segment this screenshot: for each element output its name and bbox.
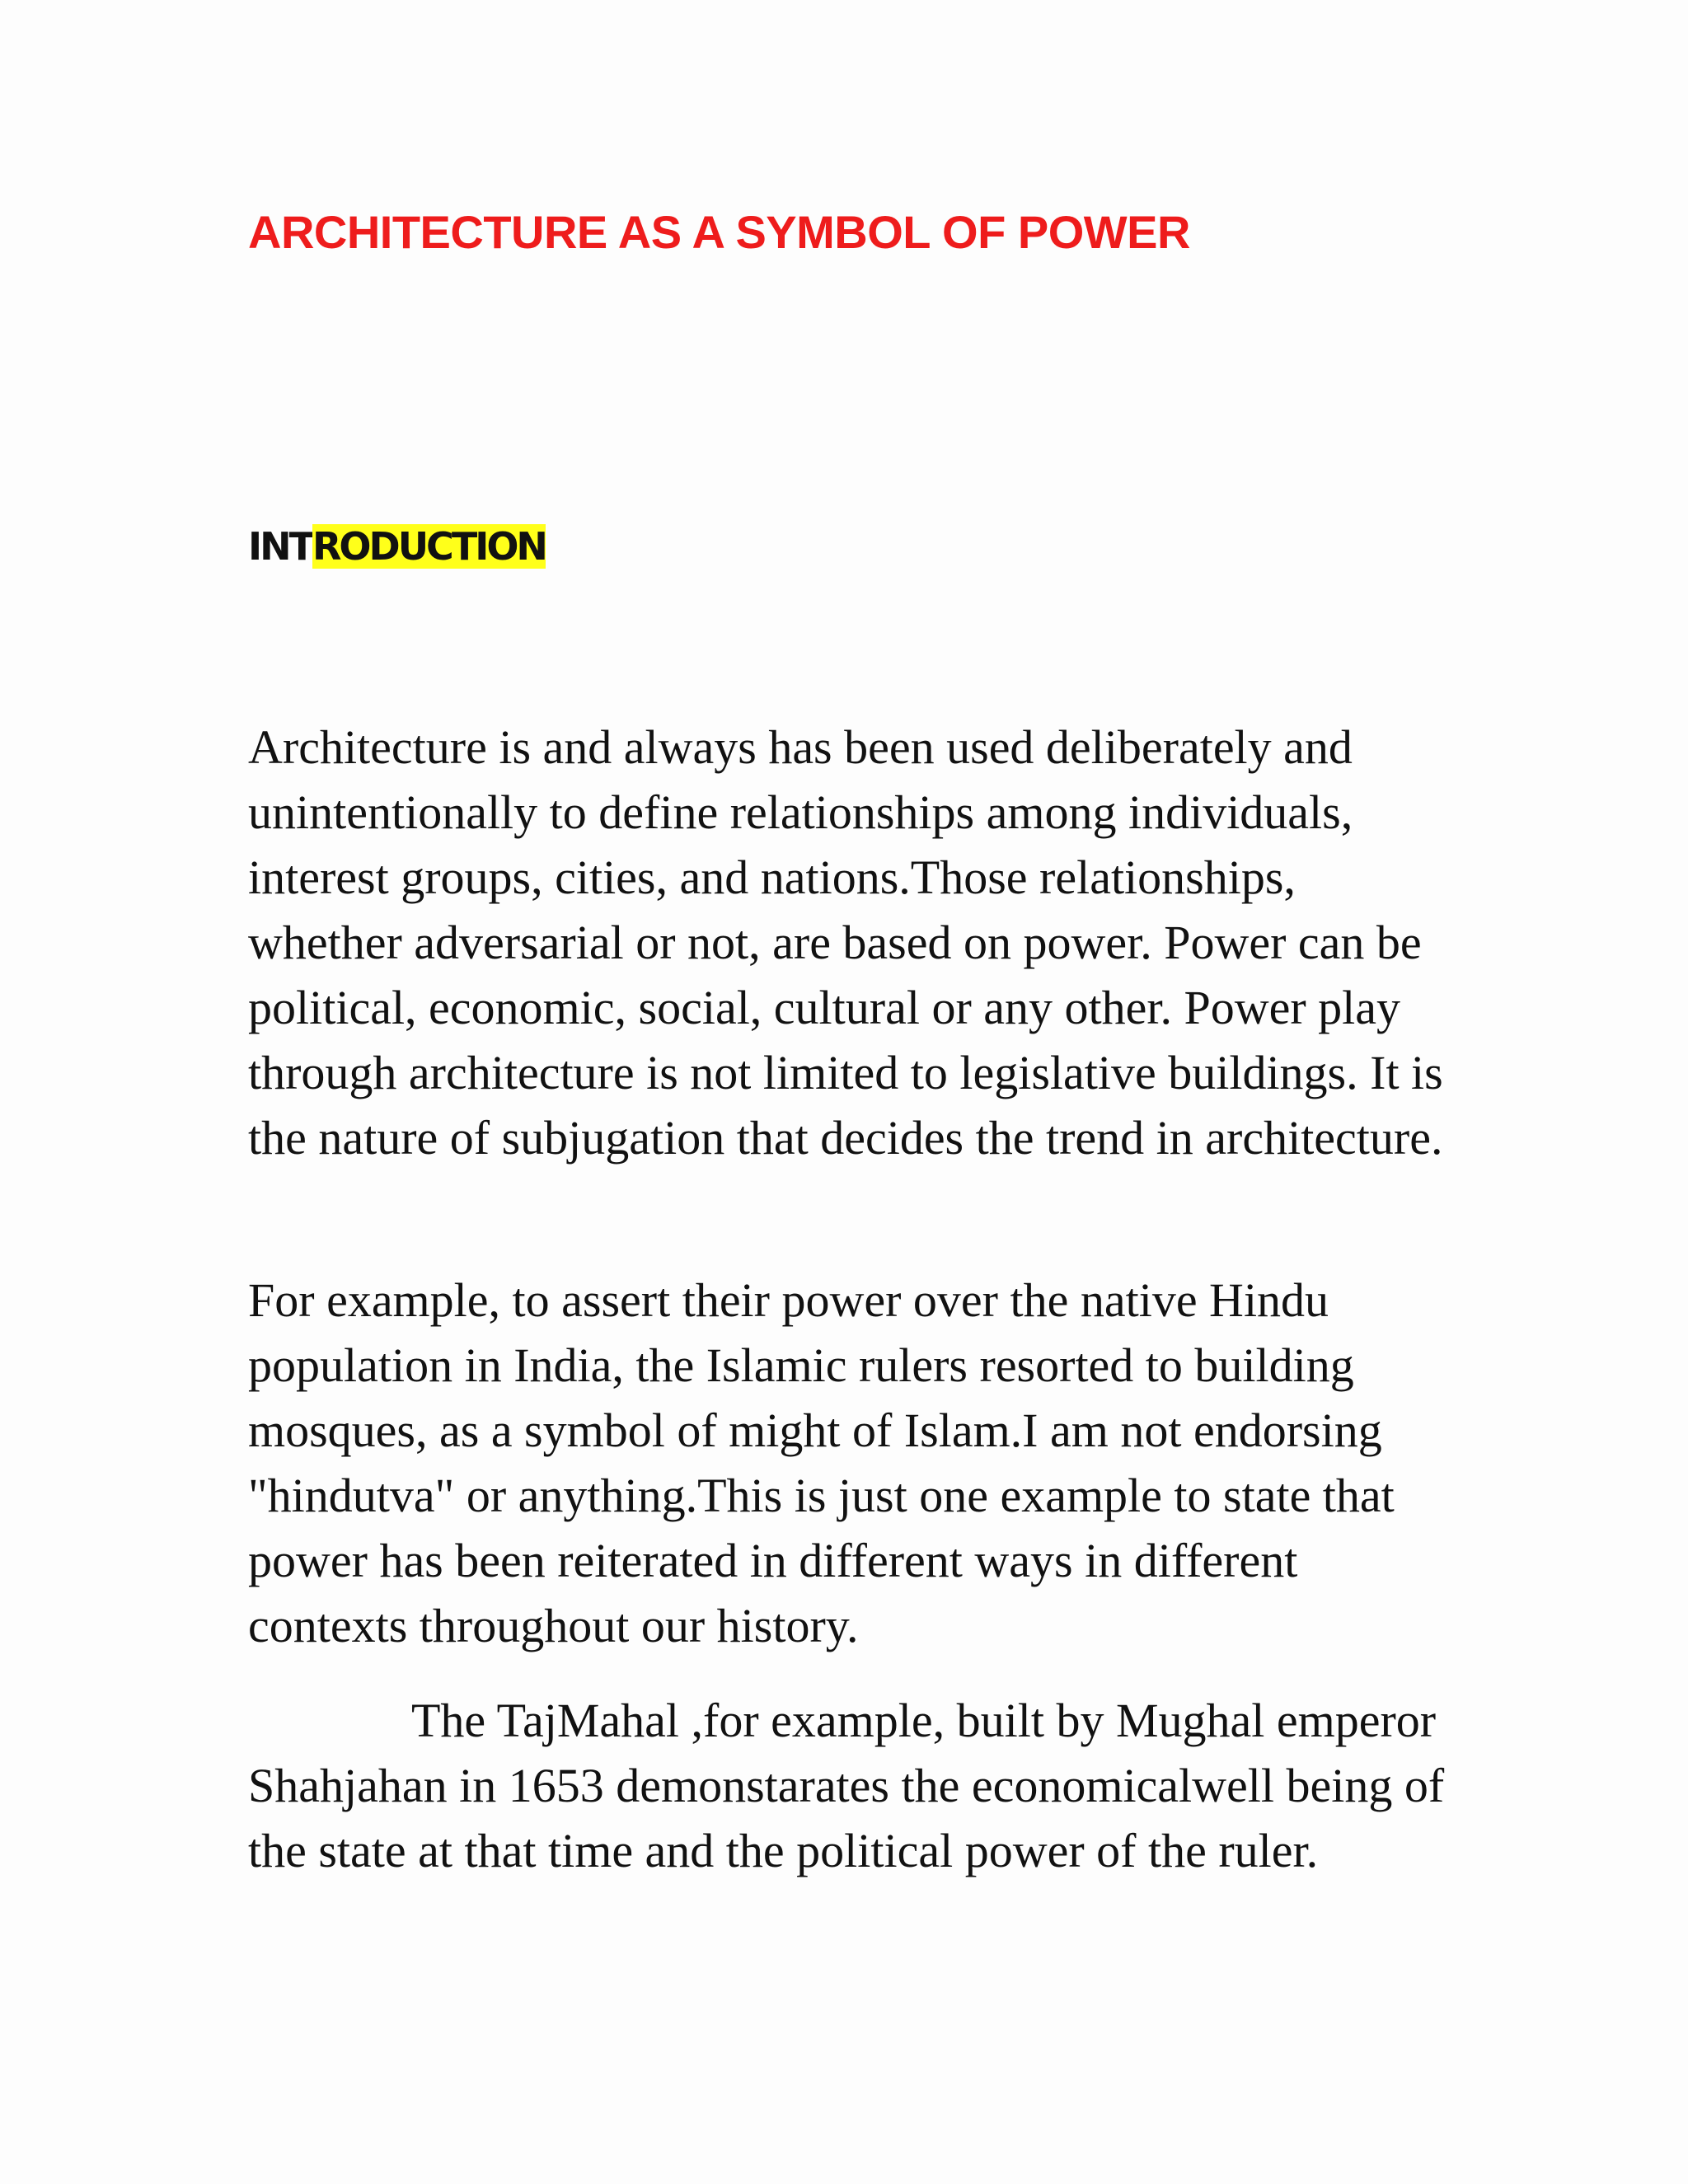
- section-heading-introduction: [248, 515, 546, 578]
- body-paragraph: Architecture is and always has been used deliberately and unintentionally to define relationships among individuals, interest groups, cities, and nations.Those relationships, whether adversarial or not, are based on power. Power can be political, economic, social, cultural or any other. Power play through architecture is not limited to legislative buildings. It is the nature of subjugation that decides the trend in architecture.: [248, 720, 1443, 1165]
- body-paragraph: The TajMahal ,for example, built by Mughal emperor Shahjahan in 1653 demonstarates the economicalwell being of the state at that time and the political power of the ruler.: [248, 1694, 1445, 1877]
- document-title: ARCHITECTURE AS A SYMBOL OF POWER: [248, 206, 1190, 258]
- heading-plain-part: INT: [248, 524, 312, 569]
- body-paragraph: For example, to assert their power over the native Hindu population in India, the Islamic rulers resorted to building mosques, as a symbol of might of Islam.I am not endorsing "hindutva" or anything.This is just one example to state that power has been reiterated in different ways in different contexts throughout our history.: [248, 1273, 1395, 1652]
- heading-highlighted-part: RODUCTION: [312, 524, 546, 569]
